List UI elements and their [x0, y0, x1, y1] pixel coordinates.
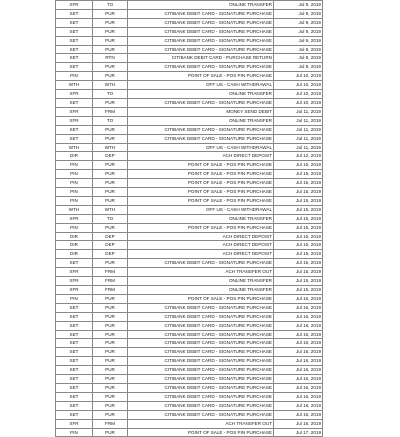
table-row [56, 98, 323, 107]
description-cell: CITIBANK DEBIT CARD - SIGNATURE PURCHASE [128, 339, 274, 348]
type-code-cell: XFR [56, 214, 93, 223]
date-cell: Jul 16, 2019 [274, 419, 323, 428]
description-cell: ACH DIRECT DEPOSIT [128, 152, 274, 161]
type-code-cell: XFR [56, 277, 93, 286]
date-cell: Jul 15, 2019 [274, 196, 323, 205]
table-row [56, 312, 323, 321]
date-cell: Jul 15, 2019 [274, 259, 323, 268]
table-row [56, 54, 323, 63]
subtype-code-cell: PUR [93, 357, 128, 366]
type-code-cell: SET [56, 27, 93, 36]
table-row [56, 286, 323, 295]
table-row [56, 232, 323, 241]
description-cell: CITIBANK DEBIT CARD - SIGNATURE PURCHASE [128, 375, 274, 384]
description-cell: CITIBANK DEBIT CARD - SIGNATURE PURCHASE [128, 357, 274, 366]
table-row [56, 339, 323, 348]
table-row [56, 366, 323, 375]
date-cell: Jul 16, 2019 [274, 294, 323, 303]
table-row [56, 45, 323, 54]
date-cell: Jul 15, 2019 [274, 205, 323, 214]
subtype-code-cell: PUR [93, 179, 128, 188]
type-code-cell: WTH [56, 81, 93, 90]
table-row [56, 9, 323, 18]
type-code-cell: DIR [56, 152, 93, 161]
subtype-code-cell: PUR [93, 375, 128, 384]
description-cell: ONLINE TRANSFER [128, 286, 274, 295]
table-row [56, 152, 323, 161]
table-row [56, 161, 323, 170]
date-cell: Jul 15, 2019 [274, 170, 323, 179]
table-row [56, 223, 323, 232]
description-cell: CITIBANK DEBIT CARD - SIGNATURE PURCHASE [128, 312, 274, 321]
date-cell: Jul 15, 2019 [274, 188, 323, 197]
subtype-code-cell: PUR [93, 348, 128, 357]
table-row [56, 428, 323, 437]
date-cell: Jul 16, 2019 [274, 392, 323, 401]
description-cell: CITIBANK DEBIT CARD - SIGNATURE PURCHASE [128, 401, 274, 410]
subtype-code-cell: DEP [93, 232, 128, 241]
table-row [56, 143, 323, 152]
description-cell: MONEY SEND DEBIT [128, 107, 274, 116]
description-cell: CITIBANK DEBIT CARD - SIGNATURE PURCHASE [128, 134, 274, 143]
subtype-code-cell: DEP [93, 152, 128, 161]
type-code-cell: PIN [56, 294, 93, 303]
type-code-cell: SET [56, 357, 93, 366]
date-cell: Jul 16, 2019 [274, 339, 323, 348]
date-cell: Jul 15, 2019 [274, 161, 323, 170]
table-row [56, 107, 323, 116]
subtype-code-cell: WTH [93, 81, 128, 90]
date-cell: Jul 16, 2019 [274, 375, 323, 384]
table-row [56, 72, 323, 81]
description-cell: POINT OF SALE - POS PIN PURCHASE [128, 179, 274, 188]
type-code-cell: SET [56, 36, 93, 45]
date-cell: Jul 11, 2019 [274, 125, 323, 134]
subtype-code-cell: FRM [93, 268, 128, 277]
type-code-cell: XFR [56, 268, 93, 277]
description-cell: ONLINE TRANSFER [128, 277, 274, 286]
date-cell: Jul 11, 2019 [274, 107, 323, 116]
subtype-code-cell: PUR [93, 383, 128, 392]
description-cell: OFF US - CASH WITHDRAWAL [128, 205, 274, 214]
description-cell: CITIBANK DEBIT CARD - SIGNATURE PURCHASE [128, 9, 274, 18]
date-cell: Jul 11, 2019 [274, 143, 323, 152]
description-cell: POINT OF SALE - POS PIN PURCHASE [128, 170, 274, 179]
type-code-cell: SET [56, 63, 93, 72]
table-row [56, 294, 323, 303]
subtype-code-cell: PUR [93, 161, 128, 170]
description-cell: POINT OF SALE - POS PIN PURCHASE [128, 72, 274, 81]
subtype-code-cell: FRM [93, 277, 128, 286]
table-row [56, 419, 323, 428]
table-row [56, 134, 323, 143]
date-cell: Jul 16, 2019 [274, 330, 323, 339]
date-cell: Jul 16, 2019 [274, 303, 323, 312]
type-code-cell: XFR [56, 419, 93, 428]
description-cell: CITIBANK DEBIT CARD - SIGNATURE PURCHASE [128, 36, 274, 45]
subtype-code-cell: PUR [93, 134, 128, 143]
type-code-cell: SET [56, 259, 93, 268]
table-row [56, 90, 323, 99]
subtype-code-cell: PUR [93, 401, 128, 410]
subtype-code-cell: PUR [93, 196, 128, 205]
type-code-cell: SET [56, 303, 93, 312]
type-code-cell: WTH [56, 143, 93, 152]
type-code-cell: SET [56, 134, 93, 143]
subtype-code-cell: PUR [93, 170, 128, 179]
description-cell: CITIBANK DEBIT CARD - SIGNATURE PURCHASE [128, 98, 274, 107]
table-row [56, 1, 323, 10]
date-cell: Jul 9, 2019 [274, 54, 323, 63]
subtype-code-cell: PUR [93, 392, 128, 401]
date-cell: Jul 17, 2019 [274, 428, 323, 437]
type-code-cell: SET [56, 125, 93, 134]
table-row [56, 81, 323, 90]
date-cell: Jul 9, 2019 [274, 45, 323, 54]
transaction-table-body [56, 1, 323, 437]
date-cell: Jul 10, 2019 [274, 90, 323, 99]
table-row [56, 241, 323, 250]
subtype-code-cell: PUR [93, 27, 128, 36]
type-code-cell: SET [56, 348, 93, 357]
type-code-cell: PIN [56, 188, 93, 197]
description-cell: ACH TRANSFER OUT [128, 268, 274, 277]
table-row [56, 375, 323, 384]
description-cell: ACH DIRECT DEPOSIT [128, 232, 274, 241]
date-cell: Jul 11, 2019 [274, 134, 323, 143]
table-row [56, 330, 323, 339]
date-cell: Jul 15, 2019 [274, 286, 323, 295]
subtype-code-cell: PUR [93, 428, 128, 437]
type-code-cell: PIN [56, 72, 93, 81]
subtype-code-cell: RTN [93, 54, 128, 63]
date-cell: Jul 11, 2019 [274, 116, 323, 125]
type-code-cell: SET [56, 45, 93, 54]
subtype-code-cell: PUR [93, 63, 128, 72]
description-cell: CITIBANK DEBIT CARD - SIGNATURE PURCHASE [128, 18, 274, 27]
type-code-cell: SET [56, 383, 93, 392]
description-cell: ACH DIRECT DEPOSIT [128, 241, 274, 250]
type-code-cell: SET [56, 339, 93, 348]
subtype-code-cell: PUR [93, 330, 128, 339]
description-cell: CITIBANK DEBIT CARD - SIGNATURE PURCHASE [128, 383, 274, 392]
type-code-cell: SET [56, 312, 93, 321]
type-code-cell: XFR [56, 286, 93, 295]
description-cell: POINT OF SALE - POS PIN PURCHASE [128, 161, 274, 170]
type-code-cell: WTH [56, 205, 93, 214]
date-cell: Jul 15, 2019 [274, 250, 323, 259]
date-cell: Jul 10, 2019 [274, 81, 323, 90]
date-cell: Jul 9, 2019 [274, 9, 323, 18]
subtype-code-cell: PUR [93, 18, 128, 27]
description-cell: POINT OF SALE - POS PIN PURCHASE [128, 196, 274, 205]
table-row [56, 259, 323, 268]
subtype-code-cell: PUR [93, 188, 128, 197]
description-cell: CITIBANK DEBIT CARD - SIGNATURE PURCHASE [128, 125, 274, 134]
table-row [56, 205, 323, 214]
table-row [56, 36, 323, 45]
table-row [56, 250, 323, 259]
date-cell: Jul 16, 2019 [274, 401, 323, 410]
subtype-code-cell: PUR [93, 98, 128, 107]
type-code-cell: SET [56, 18, 93, 27]
description-cell: CITIBANK DEBIT CARD - SIGNATURE PURCHASE [128, 366, 274, 375]
date-cell: Jul 10, 2019 [274, 72, 323, 81]
subtype-code-cell: DEP [93, 250, 128, 259]
description-cell: CITIBANK DEBIT CARD - SIGNATURE PURCHASE [128, 321, 274, 330]
type-code-cell: SET [56, 9, 93, 18]
table-row [56, 18, 323, 27]
table-row [56, 410, 323, 419]
subtype-code-cell: DEP [93, 241, 128, 250]
table-row [56, 170, 323, 179]
table-row [56, 268, 323, 277]
type-code-cell: SET [56, 54, 93, 63]
date-cell: Jul 9, 2019 [274, 1, 323, 10]
subtype-code-cell: PUR [93, 366, 128, 375]
date-cell: Jul 15, 2019 [274, 277, 323, 286]
subtype-code-cell: PUR [93, 410, 128, 419]
date-cell: Jul 15, 2019 [274, 179, 323, 188]
subtype-code-cell: TO [93, 116, 128, 125]
date-cell: Jul 15, 2019 [274, 214, 323, 223]
table-row [56, 214, 323, 223]
type-code-cell: XFR [56, 90, 93, 99]
subtype-code-cell: PUR [93, 321, 128, 330]
subtype-code-cell: PUR [93, 9, 128, 18]
table-row [56, 27, 323, 36]
description-cell: CITIBANK DEBIT CARD - SIGNATURE PURCHASE [128, 27, 274, 36]
subtype-code-cell: PUR [93, 294, 128, 303]
date-cell: Jul 16, 2019 [274, 366, 323, 375]
description-cell: POINT OF SALE - POS PIN PURCHASE [128, 188, 274, 197]
description-cell: ONLINE TRANSFER [128, 116, 274, 125]
subtype-code-cell: TO [93, 214, 128, 223]
type-code-cell: SET [56, 98, 93, 107]
description-cell: ONLINE TRANSFER [128, 214, 274, 223]
type-code-cell: PIN [56, 161, 93, 170]
date-cell: Jul 16, 2019 [274, 321, 323, 330]
transaction-table [55, 0, 323, 437]
table-row [56, 357, 323, 366]
description-cell: CITIBANK DEBIT CARD - SIGNATURE PURCHASE [128, 259, 274, 268]
type-code-cell: SET [56, 366, 93, 375]
description-cell: CITIBANK DEBIT CARD - SIGNATURE PURCHASE [128, 348, 274, 357]
type-code-cell: SET [56, 392, 93, 401]
table-row [56, 383, 323, 392]
type-code-cell: XFR [56, 107, 93, 116]
subtype-code-cell: FRM [93, 107, 128, 116]
table-row [56, 188, 323, 197]
subtype-code-cell: FRM [93, 286, 128, 295]
subtype-code-cell: PUR [93, 312, 128, 321]
description-cell: OFF US - CASH WITHDRAWAL [128, 81, 274, 90]
type-code-cell: SET [56, 410, 93, 419]
type-code-cell: SET [56, 401, 93, 410]
description-cell: CITIBANK DEBIT CARD - SIGNATURE PURCHASE [128, 63, 274, 72]
description-cell: CITIBANK DEBIT CARD - SIGNATURE PURCHASE [128, 410, 274, 419]
type-code-cell: PIN [56, 223, 93, 232]
subtype-code-cell: PUR [93, 339, 128, 348]
subtype-code-cell: FRM [93, 419, 128, 428]
type-code-cell: PIN [56, 179, 93, 188]
table-row [56, 277, 323, 286]
type-code-cell: XFR [56, 116, 93, 125]
date-cell: Jul 15, 2019 [274, 232, 323, 241]
description-cell: OFF US - CASH WITHDRAWAL [128, 143, 274, 152]
description-cell: CITIBANK DEBIT CARD - PURCHASE RETURN [128, 54, 274, 63]
description-cell: POINT OF SALE - POS PIN PURCHASE [128, 428, 274, 437]
description-cell: ACH TRANSFER OUT [128, 419, 274, 428]
table-row [56, 116, 323, 125]
date-cell: Jul 12, 2019 [274, 152, 323, 161]
description-cell: CITIBANK DEBIT CARD - SIGNATURE PURCHASE [128, 45, 274, 54]
date-cell: Jul 10, 2019 [274, 98, 323, 107]
date-cell: Jul 9, 2019 [274, 63, 323, 72]
subtype-code-cell: PUR [93, 223, 128, 232]
type-code-cell: SET [56, 375, 93, 384]
date-cell: Jul 16, 2019 [274, 312, 323, 321]
subtype-code-cell: TO [93, 90, 128, 99]
type-code-cell: PIN [56, 170, 93, 179]
description-cell: ONLINE TRANSFER [128, 90, 274, 99]
date-cell: Jul 9, 2019 [274, 18, 323, 27]
date-cell: Jul 16, 2019 [274, 410, 323, 419]
subtype-code-cell: PUR [93, 72, 128, 81]
table-row [56, 63, 323, 72]
table-row [56, 196, 323, 205]
description-cell: POINT OF SALE - POS PIN PURCHASE [128, 294, 274, 303]
type-code-cell: DIR [56, 241, 93, 250]
description-cell: CITIBANK DEBIT CARD - SIGNATURE PURCHASE [128, 392, 274, 401]
date-cell: Jul 16, 2019 [274, 357, 323, 366]
description-cell: CITIBANK DEBIT CARD - SIGNATURE PURCHASE [128, 303, 274, 312]
type-code-cell: PIN [56, 428, 93, 437]
description-cell: CITIBANK DEBIT CARD - SIGNATURE PURCHASE [128, 330, 274, 339]
date-cell: Jul 15, 2019 [274, 241, 323, 250]
date-cell: Jul 16, 2019 [274, 383, 323, 392]
table-row [56, 179, 323, 188]
table-row [56, 401, 323, 410]
date-cell: Jul 9, 2019 [274, 36, 323, 45]
description-cell: ACH DIRECT DEPOSIT [128, 250, 274, 259]
table-row [56, 321, 323, 330]
date-cell: Jul 15, 2019 [274, 223, 323, 232]
subtype-code-cell: PUR [93, 259, 128, 268]
type-code-cell: XFR [56, 1, 93, 10]
type-code-cell: SET [56, 321, 93, 330]
description-cell: POINT OF SALE - POS PIN PURCHASE [128, 223, 274, 232]
subtype-code-cell: WTH [93, 143, 128, 152]
subtype-code-cell: PUR [93, 303, 128, 312]
subtype-code-cell: TO [93, 1, 128, 10]
table-row [56, 125, 323, 134]
subtype-code-cell: PUR [93, 125, 128, 134]
type-code-cell: DIR [56, 232, 93, 241]
table-row [56, 348, 323, 357]
type-code-cell: PIN [56, 196, 93, 205]
date-cell: Jul 9, 2019 [274, 27, 323, 36]
subtype-code-cell: PUR [93, 45, 128, 54]
date-cell: Jul 16, 2019 [274, 348, 323, 357]
type-code-cell: DIR [56, 250, 93, 259]
table-row [56, 303, 323, 312]
type-code-cell: SET [56, 330, 93, 339]
description-cell: ONLINE TRANSFER [128, 1, 274, 10]
date-cell: Jul 15, 2019 [274, 268, 323, 277]
subtype-code-cell: PUR [93, 36, 128, 45]
subtype-code-cell: WTH [93, 205, 128, 214]
